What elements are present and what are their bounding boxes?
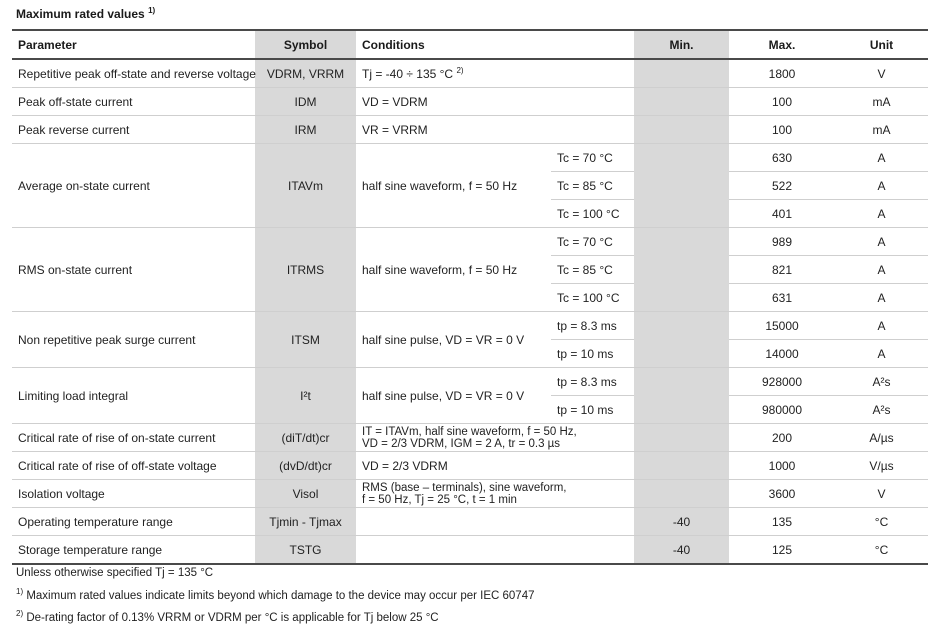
max-cell: 821 <box>729 256 835 284</box>
table-row <box>12 116 928 144</box>
condition-cell <box>356 508 634 536</box>
section-title <box>16 6 155 21</box>
max-cell: 100 <box>729 88 835 116</box>
unit-cell: A <box>835 284 928 312</box>
unit-cell: A <box>835 172 928 200</box>
condition-cell: VD = VDRM <box>356 88 634 116</box>
sub-condition-cell: tp = 8.3 ms <box>551 368 634 396</box>
table-row <box>12 480 928 508</box>
min-cell <box>634 144 729 228</box>
unit-cell: A <box>835 144 928 172</box>
footnote-1 <box>16 583 535 605</box>
sub-condition-cell: tp = 10 ms <box>551 340 634 368</box>
min-cell <box>634 452 729 480</box>
condition-cell: VD = 2/3 VDRM <box>356 452 634 480</box>
table-row <box>12 424 928 452</box>
unit-cell: mA <box>835 88 928 116</box>
min-cell <box>634 424 729 452</box>
footnote-1-ref: 1) <box>16 586 24 596</box>
sub-condition-cell: Tc = 85 °C <box>551 256 634 284</box>
unit-cell: V <box>835 59 928 88</box>
table-row <box>12 144 928 172</box>
sub-condition-cell: Tc = 85 °C <box>551 172 634 200</box>
condition-cell: half sine waveform, f = 50 Hz <box>356 144 551 228</box>
param-cell: Peak reverse current <box>12 116 255 144</box>
min-cell: -40 <box>634 536 729 565</box>
condition-cell: half sine waveform, f = 50 Hz <box>356 228 551 312</box>
min-cell <box>634 312 729 368</box>
param-cell: Critical rate of rise of off-state voltage <box>12 452 255 480</box>
max-cell: 1000 <box>729 452 835 480</box>
title-footnote-ref: 1) <box>148 6 156 15</box>
symbol-cell: ITAVm <box>255 144 356 228</box>
symbol-cell: I²t <box>255 368 356 424</box>
condition-line: RMS (base – terminals), sine waveform, <box>362 481 567 494</box>
table-row <box>12 228 928 256</box>
col-unit: Unit <box>835 30 928 59</box>
min-cell: -40 <box>634 508 729 536</box>
table-row <box>12 508 928 536</box>
symbol-cell: (dvD/dt)cr <box>255 452 356 480</box>
min-cell <box>634 368 729 424</box>
param-cell: Peak off-state current <box>12 88 255 116</box>
table-header-row <box>12 30 928 59</box>
sub-condition-cell: Tc = 100 °C <box>551 284 634 312</box>
symbol-cell: TSTG <box>255 536 356 565</box>
symbol-cell: ITSM <box>255 312 356 368</box>
symbol-cell: ITRMS <box>255 228 356 312</box>
unit-cell: V <box>835 480 928 508</box>
max-cell: 630 <box>729 144 835 172</box>
unit-cell: A <box>835 312 928 340</box>
max-cell: 125 <box>729 536 835 565</box>
table-row <box>12 59 928 88</box>
min-cell <box>634 480 729 508</box>
unit-cell: °C <box>835 536 928 565</box>
symbol-cell: Visol <box>255 480 356 508</box>
max-cell: 100 <box>729 116 835 144</box>
condition-cell <box>356 536 634 565</box>
param-cell: Non repetitive peak surge current <box>12 312 255 368</box>
min-cell <box>634 116 729 144</box>
unit-cell: A²s <box>835 368 928 396</box>
unit-cell: A/µs <box>835 424 928 452</box>
max-cell: 980000 <box>729 396 835 424</box>
unit-cell: A²s <box>835 396 928 424</box>
symbol-cell: Tjmin - Tjmax <box>255 508 356 536</box>
unit-cell: A <box>835 200 928 228</box>
condition-cell: half sine pulse, VD = VR = 0 V <box>356 368 551 424</box>
table-row <box>12 536 928 565</box>
unit-cell: °C <box>835 508 928 536</box>
condition-cell <box>356 424 634 452</box>
max-cell: 401 <box>729 200 835 228</box>
param-cell: Repetitive peak off-state and reverse voltage <box>12 59 255 88</box>
max-cell: 15000 <box>729 312 835 340</box>
unit-cell: A <box>835 256 928 284</box>
symbol-cell: (diT/dt)cr <box>255 424 356 452</box>
col-conditions: Conditions <box>356 30 634 59</box>
condition-cell <box>356 480 634 508</box>
max-cell: 1800 <box>729 59 835 88</box>
table-row <box>12 368 928 396</box>
condition-cell: half sine pulse, VD = VR = 0 V <box>356 312 551 368</box>
sub-condition-cell: Tc = 70 °C <box>551 228 634 256</box>
max-cell: 631 <box>729 284 835 312</box>
unit-cell: V/µs <box>835 452 928 480</box>
footnotes <box>16 565 535 627</box>
footnote-2-text: De-rating factor of 0.13% VRRM or VDRM per °C is applicable for Tj below 25 °C <box>26 611 439 624</box>
max-cell: 989 <box>729 228 835 256</box>
max-cell: 14000 <box>729 340 835 368</box>
condition-footnote-ref: 2) <box>456 66 464 75</box>
condition-line: VD = 2/3 VDRM, IGM = 2 A, tr = 0.3 µs <box>362 437 561 450</box>
col-min: Min. <box>634 30 729 59</box>
min-cell <box>634 59 729 88</box>
unit-cell: A <box>835 340 928 368</box>
max-cell: 3600 <box>729 480 835 508</box>
sub-condition-cell: Tc = 70 °C <box>551 144 634 172</box>
param-cell: Limiting load integral <box>12 368 255 424</box>
max-cell: 200 <box>729 424 835 452</box>
max-cell: 928000 <box>729 368 835 396</box>
param-cell: Critical rate of rise of on-state current <box>12 424 255 452</box>
symbol-cell: VDRM, VRRM <box>255 59 356 88</box>
sub-condition-cell: tp = 10 ms <box>551 396 634 424</box>
unit-cell: A <box>835 228 928 256</box>
symbol-cell: IRM <box>255 116 356 144</box>
footnote-2-ref: 2) <box>16 608 24 618</box>
col-max: Max. <box>729 30 835 59</box>
condition-cell <box>356 59 634 88</box>
param-cell: Isolation voltage <box>12 480 255 508</box>
section-title-text: Maximum rated values <box>16 7 145 21</box>
col-symbol: Symbol <box>255 30 356 59</box>
max-cell: 522 <box>729 172 835 200</box>
ratings-table <box>12 29 928 565</box>
condition-line: IT = ITAVm, half sine waveform, f = 50 Hz, <box>362 425 577 438</box>
condition-text: Tj = -40 ÷ 135 °C <box>362 67 454 81</box>
table-row <box>12 88 928 116</box>
param-cell: Operating temperature range <box>12 508 255 536</box>
min-cell <box>634 88 729 116</box>
condition-cell: VR = VRRM <box>356 116 634 144</box>
sub-condition-cell: tp = 8.3 ms <box>551 312 634 340</box>
param-cell: Average on-state current <box>12 144 255 228</box>
param-cell: Storage temperature range <box>12 536 255 565</box>
note-default-condition: Unless otherwise specified Tj = 135 °C <box>16 567 214 579</box>
footnote-2 <box>16 605 535 627</box>
min-cell <box>634 228 729 312</box>
table-row <box>12 452 928 480</box>
condition-line: f = 50 Hz, Tj = 25 °C, t = 1 min <box>362 493 517 506</box>
unit-cell: mA <box>835 116 928 144</box>
param-cell: RMS on-state current <box>12 228 255 312</box>
footnote-1-text: Maximum rated values indicate limits beyond which damage to the device may occur per IEC 60747 <box>26 589 535 602</box>
max-cell: 135 <box>729 508 835 536</box>
symbol-cell: IDM <box>255 88 356 116</box>
table-row <box>12 312 928 340</box>
sub-condition-cell: Tc = 100 °C <box>551 200 634 228</box>
col-parameter: Parameter <box>12 30 255 59</box>
